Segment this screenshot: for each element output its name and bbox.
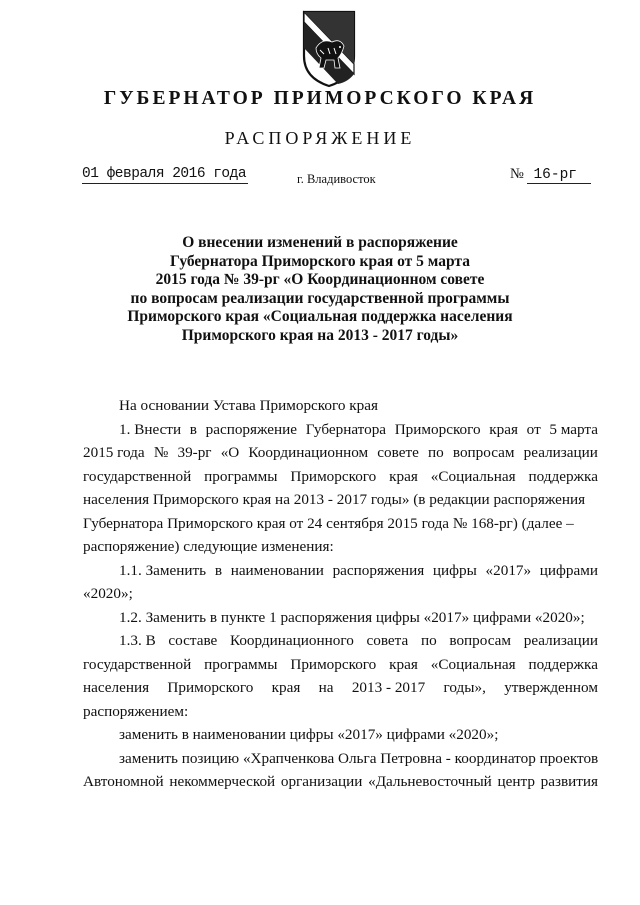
paragraph-1 (83, 418, 598, 559)
word: 1.3. В (119, 632, 156, 649)
word: в (189, 420, 197, 438)
paragraph-line (83, 629, 598, 653)
document-date: 01 февраля 2016 года (82, 166, 247, 182)
word: Приморского (167, 679, 254, 696)
paragraph-line: «2020»; (83, 585, 133, 602)
word: от (526, 420, 541, 438)
document-title (80, 234, 560, 345)
word: на (318, 679, 334, 696)
title-line: 2015 года № 39-рг «О Координационном совете (155, 271, 485, 288)
word: цифрами (539, 561, 598, 579)
word: Приморского (290, 467, 377, 485)
paragraph-line (83, 676, 598, 700)
governor-heading: ГУБЕРНАТОР ПРИМОРСКОГО КРАЯ (103, 88, 537, 109)
word: цифры (432, 561, 477, 579)
paragraph-line (83, 559, 598, 583)
word: «2017» (485, 561, 532, 579)
word: Губернатора Приморского края от 24 сентября 2015 года № 168-рг) (далее – (83, 514, 574, 532)
word: «Дальневосточный (368, 773, 492, 790)
word: края (489, 420, 518, 438)
paragraph-line (83, 441, 598, 465)
word: 1. Внести (119, 420, 182, 438)
word: по (420, 632, 437, 649)
paragraph-1-3 (83, 629, 598, 723)
word: вопросам (452, 444, 515, 461)
word: края (389, 655, 418, 673)
paragraph-line (83, 512, 598, 536)
word: наименовании (230, 561, 324, 579)
word: «О (220, 444, 240, 461)
word: распоряжение (205, 420, 298, 438)
paragraph-line: заменить позицию «Храпченкова Ольга Петровна - координатор проектов (119, 749, 599, 767)
word: Автономной (83, 773, 164, 790)
word: по (427, 444, 444, 461)
word: годы», (443, 679, 486, 696)
word: поддержка (528, 467, 598, 485)
word: в (214, 561, 222, 579)
paragraph-1-3-b (83, 747, 598, 794)
title-line: Приморского края «Социальная поддержка населения (127, 308, 513, 325)
word: поддержка (528, 655, 598, 673)
word: развития (540, 773, 598, 790)
word: Координационном (248, 444, 369, 461)
word: совета (366, 632, 409, 649)
paragraph-line (83, 418, 598, 442)
word: 2013 - 2017 (351, 679, 426, 696)
word: населения Приморского края на 2013 - 2017 годы» (в редакции распоряжения (83, 491, 586, 508)
word: населения (83, 679, 150, 696)
document-type: РАСПОРЯЖЕНИЕ (224, 128, 416, 148)
word: организации (280, 773, 363, 790)
word: программы (204, 655, 278, 673)
word: совете (377, 444, 419, 461)
document-body (83, 394, 598, 794)
word: некоммерческой (169, 773, 276, 790)
word: 1.1. Заменить (119, 561, 207, 579)
word: Приморского (394, 420, 481, 438)
word: Координационного (229, 632, 354, 649)
word: «Социальная (430, 467, 516, 485)
word: 5 марта (549, 420, 598, 438)
paragraph-line: распоряжение) следующие изменения: (83, 538, 334, 555)
word: № (153, 444, 169, 461)
title-line: Приморского края на 2013 - 2017 годы» (181, 326, 459, 344)
title-line: по вопросам реализации государственной программы (130, 289, 510, 307)
word: «Социальная (430, 655, 516, 673)
paragraph-1-2: 1.2. Заменить в пункте 1 распоряжения цифры «2017» цифрами «2020»; (119, 608, 585, 626)
word: края (389, 467, 418, 485)
word: распоряжения (332, 561, 425, 579)
word: Приморского (290, 655, 377, 673)
paragraph-line (83, 465, 598, 489)
word: Губернатора (305, 420, 387, 438)
word: 2015 года (83, 444, 145, 461)
paragraph-line: распоряжением: (83, 702, 189, 720)
number-prefix: № (510, 166, 524, 182)
word: программы (204, 467, 278, 485)
word: государственной (83, 655, 192, 673)
word: центр (497, 773, 535, 790)
number-value: 16-рг (527, 167, 591, 184)
paragraph-line (83, 488, 598, 512)
word: вопросам (449, 632, 512, 649)
paragraph-1-3-a: заменить в наименовании цифры «2017» цифрами «2020»; (119, 726, 499, 743)
document-number (510, 166, 591, 184)
paragraph-line (83, 653, 598, 677)
word: государственной (83, 467, 192, 485)
word: края (271, 679, 301, 696)
title-line: Губернатора Приморского края от 5 марта (170, 252, 470, 270)
basis-paragraph: На основании Устава Приморского края (119, 397, 378, 414)
word: утвержденном (504, 679, 598, 696)
coat-of-arms-icon (298, 8, 360, 88)
word: реализации (523, 632, 598, 649)
word: составе (168, 632, 218, 649)
paragraph-line (83, 770, 598, 794)
title-line: О внесении изменений в распоряжение (182, 234, 458, 251)
word: реализации (523, 444, 598, 461)
word: 39-рг (177, 444, 212, 461)
paragraph-1-1 (83, 559, 598, 606)
document-city: г. Владивосток (297, 172, 376, 186)
